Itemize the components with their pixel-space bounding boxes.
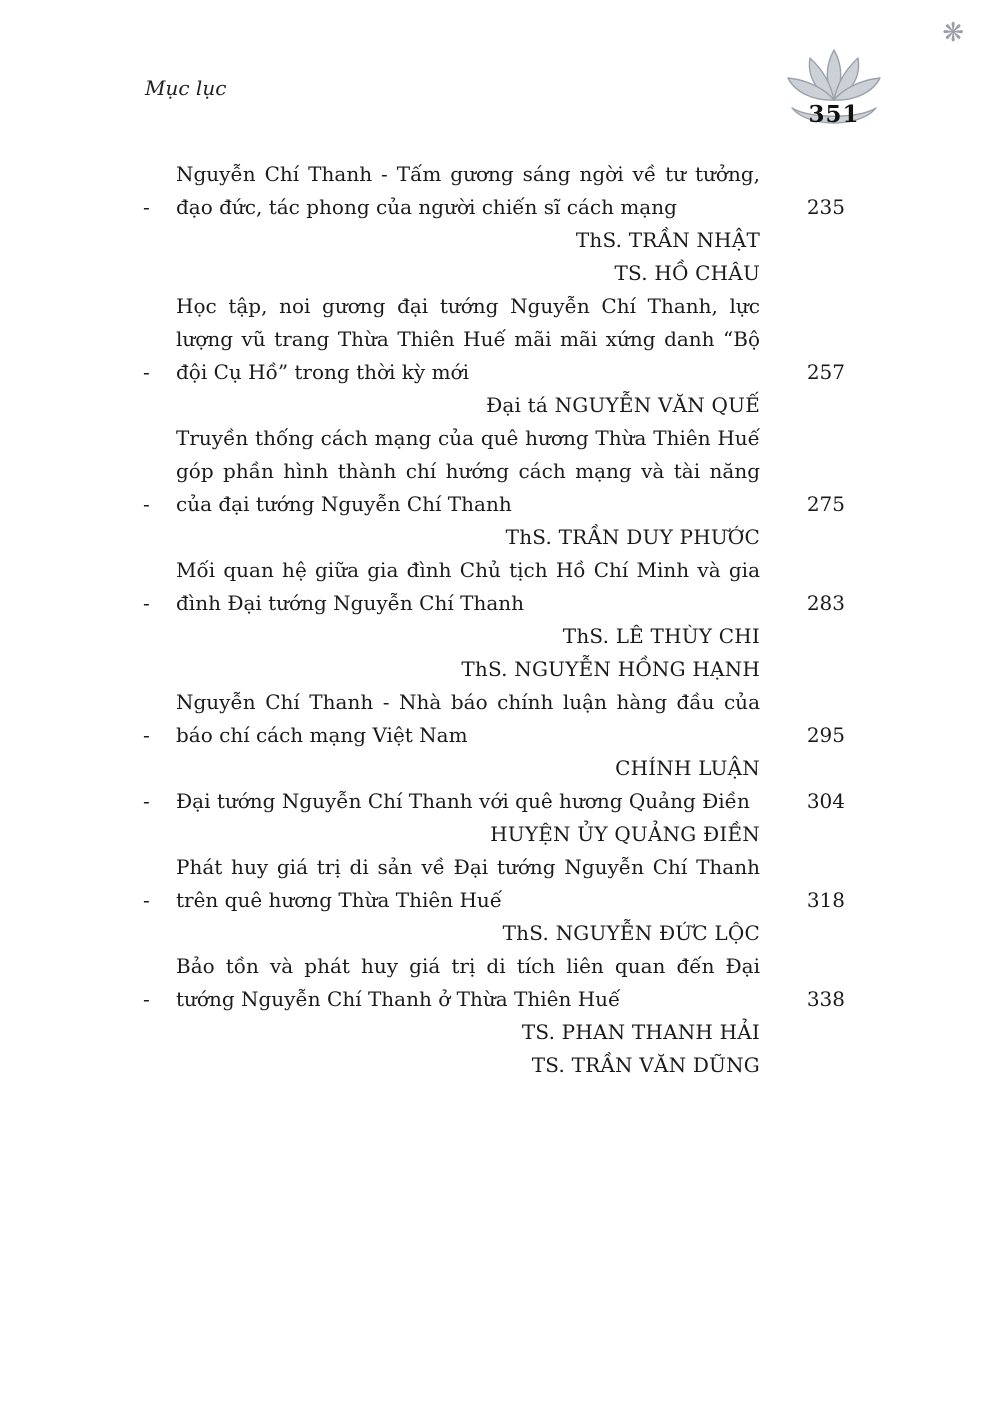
entry-title: Truyền thống cách mạng của quê hương Thừa Thiên Huế góp phần hình thành chí hướng cách mạng và tài năng của đại tướng Nguyễn Chí Thanh (176, 426, 760, 516)
entry-page-number: 304 (806, 789, 845, 813)
entry-authors (143, 818, 760, 851)
entry-dash: - (143, 492, 150, 516)
toc-entry-main (143, 554, 845, 620)
toc-entry (143, 785, 845, 851)
toc-entry-main (143, 158, 845, 224)
entry-page-number: 295 (806, 723, 845, 747)
corner-flower-icon: ❋ (942, 18, 964, 48)
entry-author: ThS. NGUYỄN HỒNG HẠNH (461, 657, 760, 681)
toc-entry (143, 950, 845, 1082)
folio-decoration (772, 44, 896, 136)
entry-title: Mối quan hệ giữa gia đình Chủ tịch Hồ Chí Minh và gia đình Đại tướng Nguyễn Chí Thanh (176, 558, 760, 615)
entry-page-number: 338 (806, 987, 845, 1011)
entry-authors (143, 752, 760, 785)
toc-entry-main (143, 851, 845, 917)
toc-entry (143, 290, 845, 422)
toc-entry-main (143, 785, 845, 818)
running-head: Mục lục (145, 76, 227, 100)
toc-entry-main (143, 686, 845, 752)
toc-entry (143, 422, 845, 554)
toc-entry (143, 686, 845, 785)
entry-author: ThS. LÊ THÙY CHI (562, 624, 760, 648)
toc-entry (143, 158, 845, 290)
entry-page-number: 318 (806, 888, 845, 912)
entry-authors (143, 521, 760, 554)
entry-authors (143, 620, 760, 686)
entry-authors (143, 389, 760, 422)
entry-title: Phát huy giá trị di sản về Đại tướng Nguyễn Chí Thanh trên quê hương Thừa Thiên Huế (176, 855, 760, 912)
entry-authors (143, 224, 760, 290)
entry-authors (143, 1016, 760, 1082)
entry-dash: - (143, 789, 150, 813)
entry-dash: - (143, 723, 150, 747)
entry-dash: - (143, 360, 150, 384)
entry-author: TS. PHAN THANH HẢI (521, 1020, 760, 1044)
entry-dash: - (143, 888, 150, 912)
entry-title: Nguyễn Chí Thanh - Nhà báo chính luận hàng đầu của báo chí cách mạng Việt Nam (176, 690, 760, 747)
toc-list (143, 158, 845, 1082)
entry-page-number: 235 (806, 195, 845, 219)
entry-author: HUYỆN ỦY QUẢNG ĐIỀN (490, 822, 760, 846)
entry-author: ThS. TRẦN DUY PHƯỚC (505, 525, 760, 549)
entry-title: Bảo tồn và phát huy giá trị di tích liên quan đến Đại tướng Nguyễn Chí Thanh ở Thừa Thiên Huế (176, 954, 760, 1011)
entry-author: TS. HỒ CHÂU (614, 261, 760, 285)
page-number: 351 (808, 101, 860, 128)
entry-author: Đại tá NGUYỄN VĂN QUẾ (486, 393, 760, 417)
entry-author: CHÍNH LUẬN (615, 756, 760, 780)
entry-page-number: 283 (806, 591, 845, 615)
entry-title: Học tập, noi gương đại tướng Nguyễn Chí Thanh, lực lượng vũ trang Thừa Thiên Huế mãi mãi xứng danh “Bộ đội Cụ Hồ” trong thời kỳ mới (176, 294, 760, 384)
entry-page-number: 257 (806, 360, 845, 384)
entry-dash: - (143, 591, 150, 615)
toc-entry-main (143, 950, 845, 1016)
toc-entry-main (143, 290, 845, 389)
toc-entry (143, 851, 845, 950)
entry-page-number: 275 (806, 492, 845, 516)
toc-entry (143, 554, 845, 686)
entry-author: ThS. NGUYỄN ĐỨC LỘC (502, 921, 760, 945)
entry-dash: - (143, 987, 150, 1011)
entry-author: TS. TRẦN VĂN DŨNG (531, 1053, 760, 1077)
entry-author: ThS. TRẦN NHẬT (575, 228, 760, 252)
entry-dash: - (143, 195, 150, 219)
entry-title: Đại tướng Nguyễn Chí Thanh với quê hương Quảng Điền (176, 789, 750, 813)
entry-authors (143, 917, 760, 950)
toc-entry-main (143, 422, 845, 521)
entry-title: Nguyễn Chí Thanh - Tấm gương sáng ngời về tư tưởng, đạo đức, tác phong của người chiến sĩ cách mạng (176, 162, 760, 219)
